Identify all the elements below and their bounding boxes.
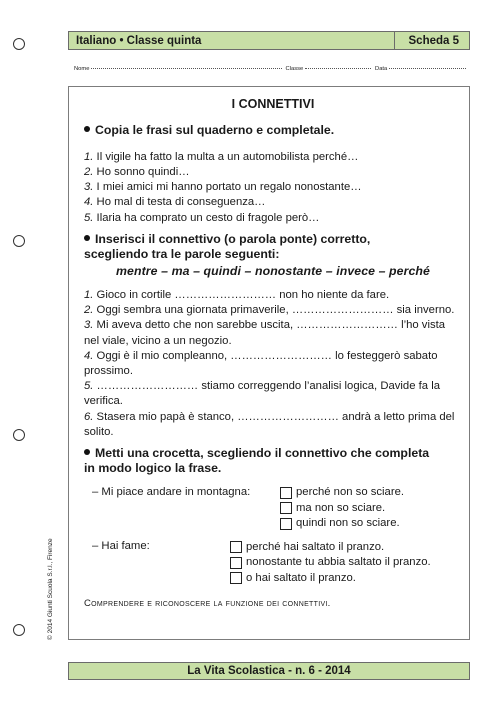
list-item: 6. Stasera mio papà è stanco, ……………………… andrà a letto prima del solito. [84,410,455,438]
scheda-label: Scheda 5 [394,32,464,49]
section3-heading: Metti una crocetta, scegliendo il connettivo che completa in modo logico la frase. [84,445,430,476]
classe-label: Classe [285,66,304,72]
option-row: nonostante tu abbia saltato il pranzo. [230,555,431,571]
list-item: 5. ……………………… stiamo correggendo l’analisi logica, Davide fa la verifica. [84,380,440,408]
data-line[interactable] [389,68,466,69]
question-2 [92,539,462,586]
option-row: o hai saltato il pranzo. [230,570,431,586]
copyright-text: © 2014 Giunti Scuola S.r.l., Firenze [47,538,54,640]
multiple-choice [84,485,462,586]
checkbox[interactable] [230,557,242,569]
bullet-icon [84,449,90,455]
option-row: perché non so sciare. [280,485,404,501]
binder-hole [13,429,25,441]
nome-label: Nome [74,66,90,72]
footer-bar: La Vita Scolastica - n. 6 - 2014 [68,662,470,680]
section2-heading: Inserisci il connettivo (o parola ponte) corretto, scegliendo tra le parole seguenti: [84,231,371,262]
classe-line[interactable] [305,68,371,69]
list-item: 4. Oggi è il mio compleanno, ……………………… lo festeggerò sabato prossimo. [84,349,438,377]
list-item: 2. Ho sonno quindi… [84,165,190,178]
checkbox[interactable] [230,541,242,553]
binder-hole [13,235,25,247]
data-label: Data [375,66,388,72]
learning-goal: Comprendere e riconoscere la funzione dei connettivi. [84,597,331,609]
question-1 [92,485,462,532]
binder-hole [13,624,25,636]
checkbox[interactable] [230,572,242,584]
section2-list [84,288,462,440]
option-row: perché hai saltato il pranzo. [230,539,431,555]
checkbox[interactable] [280,487,292,499]
student-fields [74,66,470,72]
question-label: – Mi piace andare in montagna: [92,485,251,498]
nome-line[interactable] [91,68,281,69]
worksheet-content [84,97,462,611]
worksheet-title: I CONNETTIVI [231,97,315,111]
list-item: 5. Ilaria ha comprato un cesto di fragole però… [84,211,320,224]
list-item: 4. Ho mal di testa di conseguenza… [84,196,266,209]
list-item: 3. I miei amici mi hanno portato un regalo nonostante… [84,181,362,194]
connective-word-bank: mentre – ma – quindi – nonostante – invece – perché [116,263,430,278]
checkbox[interactable] [280,502,292,514]
checkbox[interactable] [280,518,292,530]
header-bar [68,31,470,50]
section1-heading: Copia le frasi sul quaderno e completale. [84,123,462,139]
bullet-icon [84,235,90,241]
question-label: – Hai fame: [92,540,150,553]
list-item: 1. Gioco in cortile ……………………… non ho niente da fare. [84,288,390,301]
bullet-icon [84,126,90,132]
list-item: 1. Il vigile ha fatto la multa a un automobilista perché… [84,150,359,163]
subject-label: Italiano • Classe quinta [76,34,202,47]
option-row: ma non so sciare. [280,500,404,516]
list-item: 3. Mi aveva detto che non sarebbe uscita, ……………………… l’ho vista nel viale, vicino a un negozio. [84,319,446,347]
binder-hole [13,38,25,50]
section1-list [84,150,462,226]
list-item: 2. Oggi sembra una giornata primaverile, ……………………… sia inverno. [84,304,455,317]
option-row: quindi non so sciare. [280,516,404,532]
